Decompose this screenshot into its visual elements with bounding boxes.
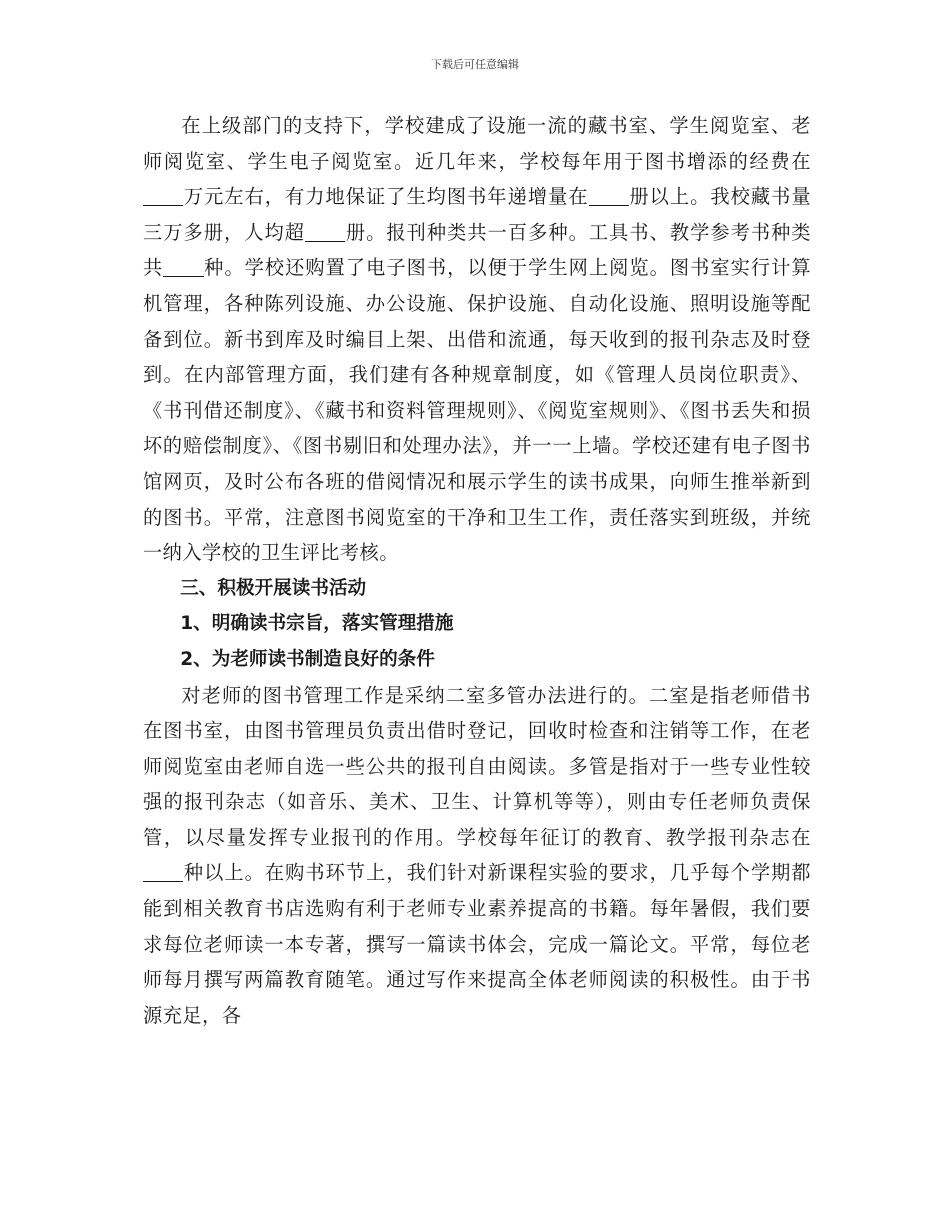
text-segment: 在上级部门的支持下，学校建成了设施一流的藏书室、学生阅览室、老师阅览室、学生电子阅览室。近几年来，学校每年用于图书增添的经费在 (143, 114, 811, 173)
document-body (143, 108, 811, 1033)
fill-blank (589, 186, 629, 206)
text-segment: 对老师的图书管理工作是采纳二室多管办法进行的。二室是指老师借书在图书室，由图书管理员负责出借时登记，回收时检查和注销等工作，在老师阅览室由老师自选一些公共的报刊自由阅读。多管是指对于一些专业性较强的报刊杂志（如音乐、美术、卫生、计算机等等），则由专任老师负责保管，以尽量发挥专业报刊的作用。学校每年征订的教育、教学报刊杂志在 (143, 683, 811, 849)
section-heading: 三、积极开展读书活动 (180, 577, 367, 599)
fill-blank (143, 186, 183, 206)
text-segment: 册以上。我校藏书量三万多册，人均超 (143, 185, 812, 244)
page-header: 下载后可任意编辑 (431, 58, 519, 71)
fill-blank (143, 862, 183, 882)
paragraph-library-facilities (143, 108, 811, 571)
subsection-heading-1: 1、明确读书宗旨，落实管理措施 (180, 613, 454, 635)
text-segment: 种以上。在购书环节上，我们针对新课程实验的要求，几乎每个学期都能到相关教育书店选购有利于老师专业素养提高的书籍。每年暑假，我们要求每位老师读一本专著，撰写一篇读书体会，完成一篇论文。平常，每位老师每月撰写两篇教育随笔。通过写作来提高全体老师阅读的积极性。由于书源充足，各 (143, 861, 811, 1027)
text-segment: 册。报刊种类共一百多种。工具书、教学参考书种类共 (143, 220, 811, 280)
text-segment: 万元左右，有力地保证了生均图书年递增量在 (183, 185, 589, 209)
fill-blank (163, 257, 203, 277)
fill-blank (305, 221, 345, 241)
paragraph-teacher-reading (143, 678, 811, 1034)
subsection-heading-2: 2、为老师读书制造良好的条件 (180, 648, 435, 670)
text-segment: 种。学校还购置了电子图书，以便于学生网上阅览。图书室实行计算机管理，各种陈列设施、办公设施、保护设施、自动化设施、照明设施等配备到位。新书到库及时编目上架、出借和流通，每天收到的报刊杂志及时登到。在内部管理方面，我们建有各种规章制度，如《管理人员岗位职责》、《书刊借还制度》、《藏书和资料管理规则》、《阅览室规则》、《图书丢失和损坏的赔偿制度》、《图书剔旧和处理办法》，并一一上墙。学校还建有电子图书馆网页，及时公布各班的借阅情况和展示学生的读书成果，向师生推举新到的图书。平常，注意图书阅览室的干净和卫生工作，责任落实到班级，并统一纳入学校的卫生评比考核。 (143, 256, 812, 565)
